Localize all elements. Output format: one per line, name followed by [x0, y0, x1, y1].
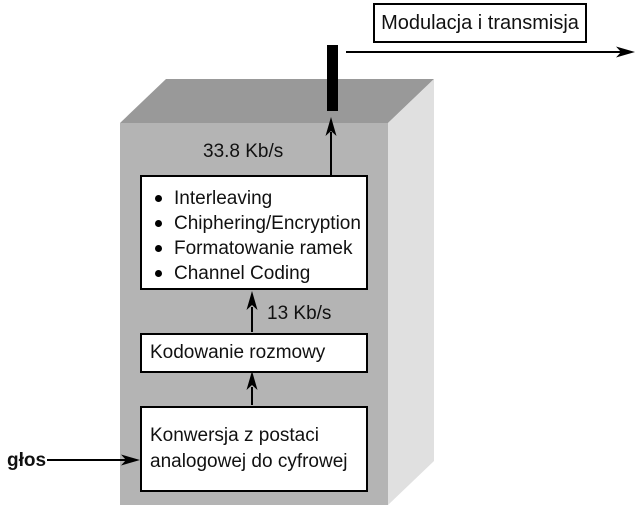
- rate-13-label: 13 Kb/s: [267, 303, 332, 324]
- ad-conversion-box: [140, 406, 368, 492]
- processing-step-framing: Formatowanie ramek: [155, 236, 366, 261]
- voice-input-arrow: [47, 455, 140, 466]
- channel-processing-list: [142, 177, 366, 286]
- speech-coding-label: Kodowanie rozmowy: [150, 342, 326, 363]
- processing-step-channel-coding: Channel Coding: [155, 261, 366, 286]
- transmission-arrow: [346, 47, 635, 58]
- ad-conversion-label: Konwersja z postaci analogowej do cyfrowej: [150, 425, 348, 472]
- speech-coding-box: [140, 333, 368, 373]
- voice-input-label: głos: [7, 450, 47, 471]
- channel-processing-box: [140, 175, 368, 290]
- modulation-transmission-box: [373, 3, 587, 43]
- processing-step-ciphering: Chiphering/Encryption: [155, 211, 366, 236]
- device-top-face: [120, 79, 434, 123]
- antenna-mast-icon: [327, 45, 338, 111]
- rate-33-8-label: 33.8 Kb/s: [203, 141, 284, 162]
- device-side-face: [388, 79, 434, 505]
- processing-step-interleaving: Interleaving: [155, 186, 366, 211]
- modulation-transmission-label: Modulacja i transmisja: [381, 11, 579, 34]
